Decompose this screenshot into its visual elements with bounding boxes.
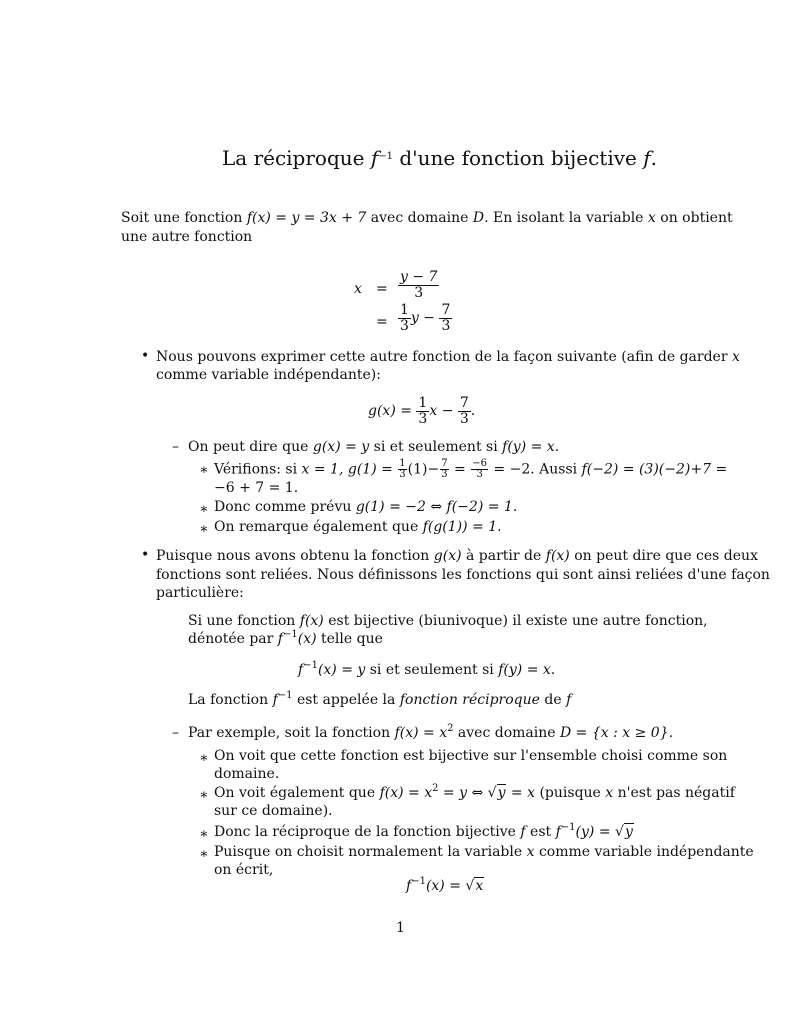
b1-equation: g(x) = $\frac{1}{3}$ x − $\frac{7}{3}$ . (368, 395, 476, 427)
page-number: 1 (396, 920, 405, 936)
sqrt-icon: √y (487, 785, 506, 801)
quote-line-1: Si une fonction f(x) est bijective (biunivoque) il existe une autre fonction, (188, 613, 708, 629)
b1-star-3: ∗ (199, 521, 209, 537)
b2-dash-line: Par exemple, soit la fonction $f(x) = x^2$ avec domaine D = {x : x ≥ 0}. (188, 723, 674, 741)
sqrt-icon: √y (615, 824, 633, 840)
b2-line-2: fonctions sont reliées. Nous définissons les fonctions qui sont ainsi reliées d'une façon (156, 567, 770, 583)
eq1-lhs: x (354, 281, 362, 297)
eq1-eq1: = (376, 281, 388, 297)
b2-star-4: ∗ (199, 846, 209, 862)
b2-s1-line-1: On voit que cette fonction est bijective sur l'ensemble choisi comme son (214, 748, 728, 764)
b1-line-1: Nous pouvons exprimer cette autre fonction de la façon suivante (afin de garder x (156, 349, 740, 365)
b2-s4-line-1: Puisque on choisit normalement la variable x comme variable indépendante (214, 844, 754, 860)
b1-line-2: comme variable indépendante): (156, 367, 381, 383)
b2-line-1: Puisque nous avons obtenu la fonction g(x) à partir de f(x) on peut dire que ces deux (156, 548, 758, 564)
intro-line-2: une autre fonction (121, 229, 253, 245)
bullet-1: • (141, 348, 150, 364)
page-title: La réciproque $f^{-1}$ d'une fonction bijective f. (222, 146, 657, 170)
b1-dash-line: On peut dire que g(x) = y si et seulement si f(y) = x. (188, 439, 560, 455)
quote-definition: $f^{-1}(x) = y$ si et seulement si f(y) = x. (298, 660, 556, 678)
b2-s2-line-1: On voit également que $f(x) = x^2 = y$ ⇔ √y = x (puisque x n'est pas négatif (214, 783, 735, 801)
sqrt-icon: √x (465, 878, 484, 894)
bullet-2: • (141, 547, 150, 563)
eq1-row2: $\frac{1}{3}$ y − $\frac{7}{3}$ (400, 302, 451, 334)
b1-s2-line: Donc comme prévu g(1) = −2 ⇔ f(−2) = 1. (214, 499, 518, 515)
quote-line-4: La fonction $f^{-1}$ est appelée la fonction réciproque de f (188, 690, 572, 708)
quote-line-2: dénotée par $f^{-1}(x)$ telle que (188, 629, 383, 647)
b2-s4-equation: $f^{-1}(x) = √x$ (406, 876, 484, 894)
b2-line-3: particulière: (156, 585, 244, 601)
b1-s1-line-2: −6 + 7 = 1. (214, 480, 299, 496)
b1-dash: – (172, 439, 179, 455)
b2-s1-line-2: domaine. (214, 766, 280, 782)
eq1-eq2: = (376, 314, 388, 330)
b2-dash: – (172, 725, 179, 741)
b2-s2-line-2: sur ce domaine). (214, 803, 333, 819)
b2-s3-line: Donc la réciproque de la fonction bijective f est $f^{-1}(y) = √y$ (214, 822, 633, 840)
eq1-row1: $\frac{y - 7}{3}$ (400, 269, 438, 301)
b1-s3-line: On remarque également que f(g(1)) = 1. (214, 519, 502, 535)
b1-star-1: ∗ (199, 462, 209, 478)
b2-star-2: ∗ (199, 787, 209, 803)
b1-star-2: ∗ (199, 501, 209, 517)
b2-s4-line-2: on écrit, (214, 862, 274, 878)
b2-star-3: ∗ (199, 826, 209, 842)
intro-line-1: Soit une fonction f(x) = y = 3x + 7 avec domaine D. En isolant la variable x on obtient (121, 210, 733, 226)
b1-s1-line-1: Vérifions: si x = 1, g(1) = $\frac{1}{3}$ (1)− $\frac{7}{3}$ = $\frac{-6}{3}$ = −2. Aussi f(−2) = (3)(−2)+7 = (214, 458, 728, 480)
b2-star-1: ∗ (199, 750, 209, 766)
